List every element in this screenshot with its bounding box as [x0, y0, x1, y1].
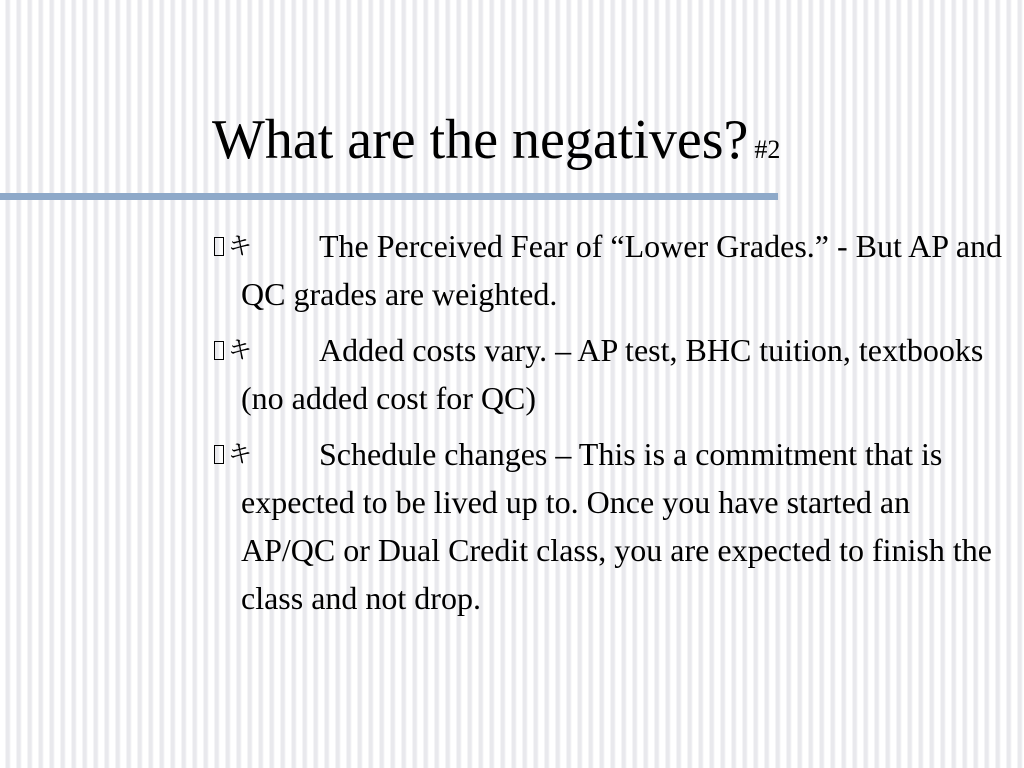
bullet-item	[212, 430, 1002, 622]
title-suffix: #2	[754, 135, 781, 164]
bullet-glyph: キ	[228, 336, 252, 364]
bullet-text: Added costs vary. – AP test, BHC tuition, textbooks (no added cost for QC)	[241, 332, 984, 416]
missing-glyph-box-icon	[214, 341, 224, 360]
bullet-glyph: キ	[228, 440, 252, 468]
bullet-glyph: キ	[228, 232, 252, 260]
bullet-icon	[212, 326, 252, 374]
bullet-item	[212, 222, 1002, 318]
bullet-icon	[212, 430, 252, 478]
bullet-text: The Perceived Fear of “Lower Grades.” - But AP and QC grades are weighted.	[241, 228, 1003, 312]
bullet-text: Schedule changes – This is a commitment that is expected to be lived up to. Once you have started an AP/QC or Dual Credit class, you are expected to finish the class and not drop.	[241, 436, 992, 616]
missing-glyph-box-icon	[214, 237, 224, 256]
title-text: What are the negatives?	[212, 109, 749, 171]
slide-title	[212, 108, 780, 182]
bullet-list	[212, 222, 1002, 630]
bullet-item	[212, 326, 1002, 422]
missing-glyph-box-icon	[214, 445, 224, 464]
title-underline-rule	[0, 193, 778, 200]
bullet-icon	[212, 222, 252, 270]
